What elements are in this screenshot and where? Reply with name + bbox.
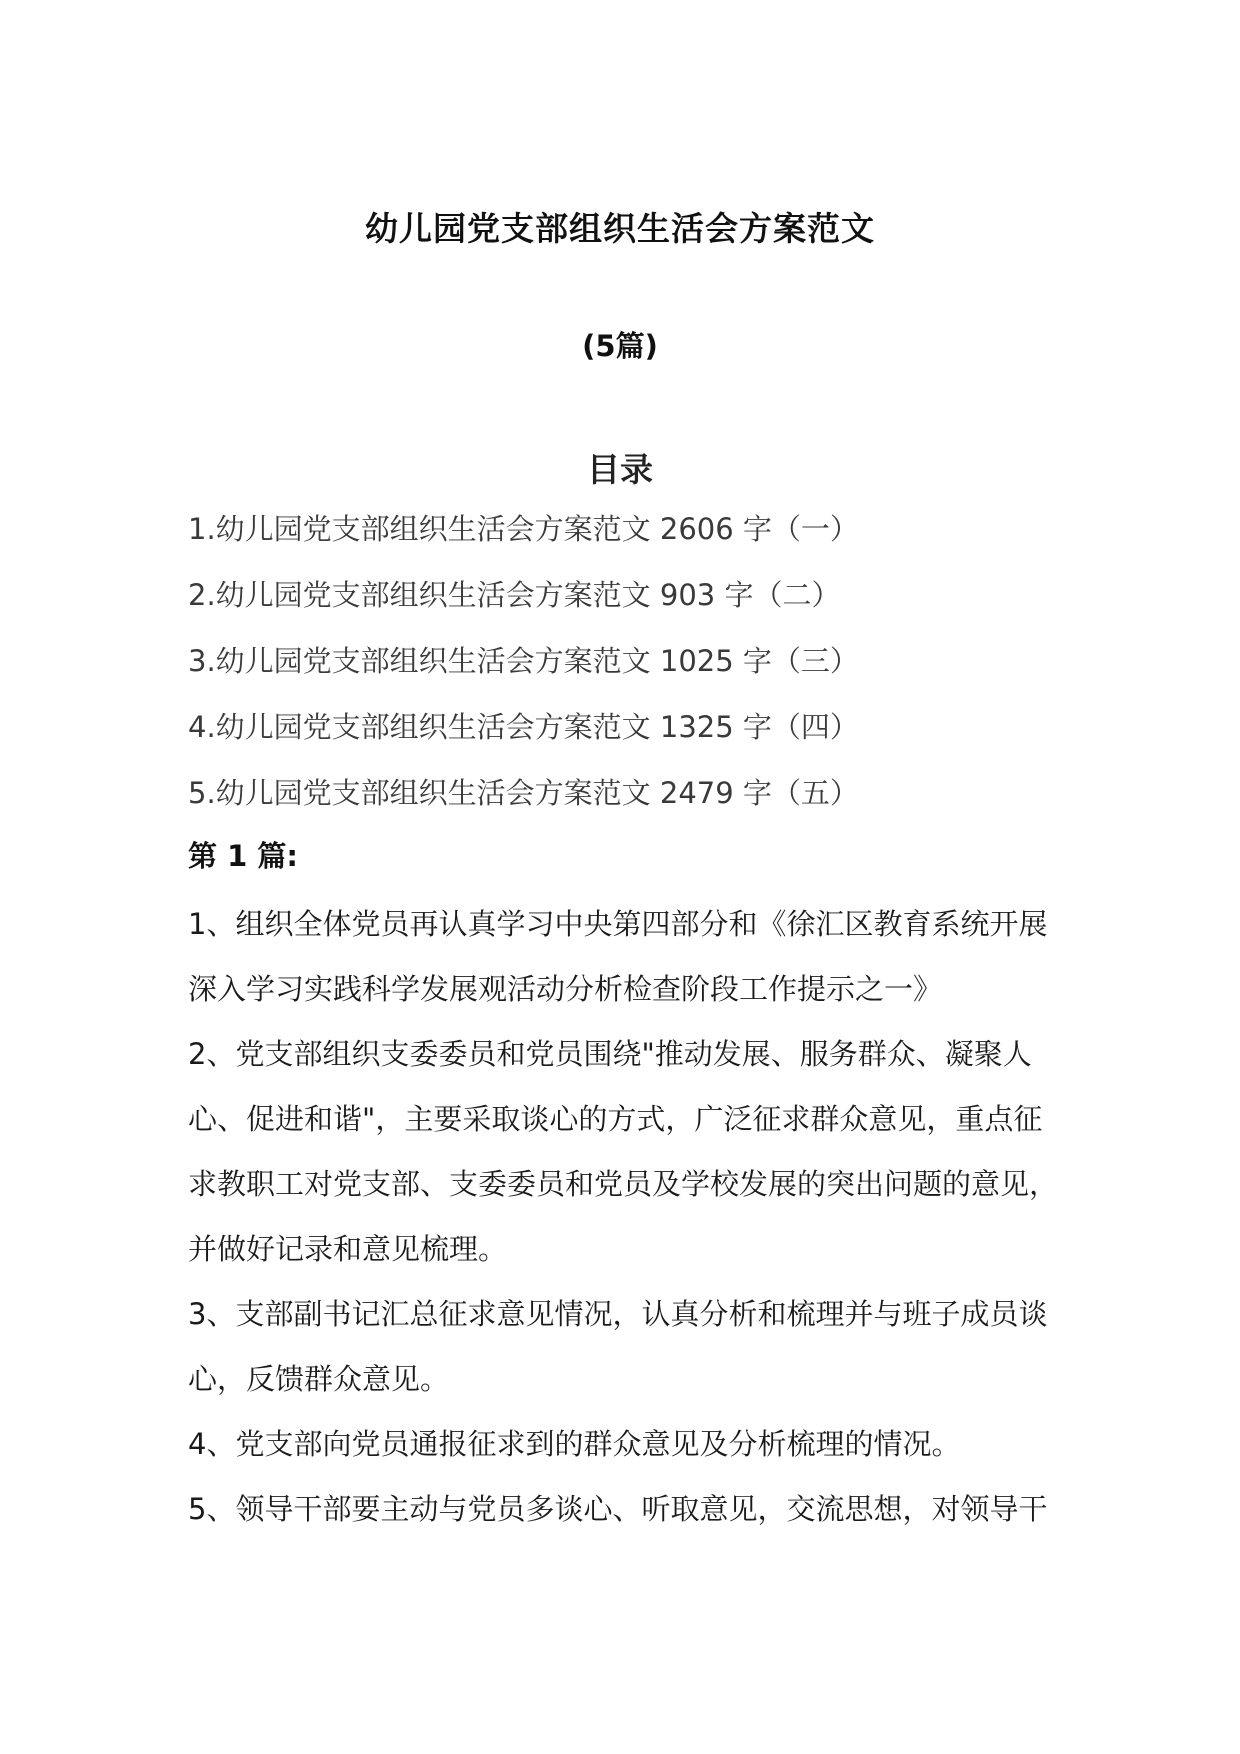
toc-item-3[interactable]: 3.幼儿园党支部组织生活会方案范文 1025 字（三）: [188, 644, 859, 678]
body-line: 5、领导干部要主动与党员多谈心、听取意见，交流思想，对领导干: [188, 1492, 1048, 1526]
body-line: 2、党支部组织支委委员和党员围绕"推动发展、服务群众、凝聚人: [188, 1037, 1032, 1071]
table-of-contents: [188, 507, 859, 837]
body-line: 心，反馈群众意见。: [188, 1362, 450, 1396]
section-label: 第 1 篇:: [188, 839, 298, 873]
body-line: 4、党支部向党员通报征求到的群众意见及分析梳理的情况。: [188, 1427, 961, 1461]
toc-heading: 目录: [587, 450, 653, 489]
toc-item-5[interactable]: 5.幼儿园党支部组织生活会方案范文 2479 字（五）: [188, 776, 859, 810]
body-line: 3、支部副书记汇总征求意见情况，认真分析和梳理并与班子成员谈: [188, 1297, 1048, 1331]
document-title: 幼儿园党支部组织生活会方案范文: [365, 209, 875, 248]
body-line: 1、组织全体党员再认真学习中央第四部分和《徐汇区教育系统开展: [188, 907, 1048, 941]
toc-item-1[interactable]: 1.幼儿园党支部组织生活会方案范文 2606 字（一）: [188, 512, 859, 546]
body-line: 心、促进和谐"，主要采取谈心的方式，广泛征求群众意见，重点征: [188, 1102, 1043, 1136]
body-text: [188, 892, 1088, 1542]
body-line: 求教职工对党支部、支委委员和党员及学校发展的突出问题的意见，: [188, 1167, 1059, 1201]
body-line: 并做好记录和意见梳理。: [188, 1232, 508, 1266]
document-subtitle: (5篇): [582, 329, 658, 363]
toc-item-4[interactable]: 4.幼儿园党支部组织生活会方案范文 1325 字（四）: [188, 710, 859, 744]
toc-item-2[interactable]: 2.幼儿园党支部组织生活会方案范文 903 字（二）: [188, 578, 841, 612]
body-line: 深入学习实践科学发展观活动分析检查阶段工作提示之一》: [188, 972, 943, 1006]
